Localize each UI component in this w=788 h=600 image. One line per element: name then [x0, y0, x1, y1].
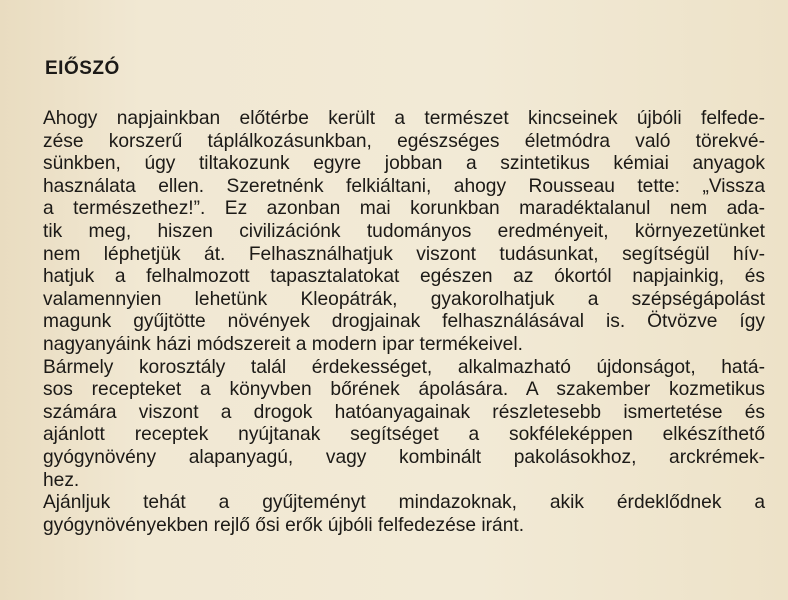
- text-line: tik meg, hiszen civilizációnk tudományos eredményeit, környezetünket: [43, 220, 765, 242]
- text-line: Bármely korosztály talál érdekességet, alkalmazható újdonságot, hatá-: [43, 356, 765, 378]
- text-line: gyógynövény alapanyagú, vagy kombinált pakolásokhoz, arckrémek-: [43, 446, 765, 468]
- text-line: nem léphetjük át. Felhasználhatjuk viszont tudásunkat, segítségül hív-: [43, 243, 765, 265]
- text-line: hatjuk a felhalmozott tapasztalatokat egészen az ókortól napjainkig, és: [43, 266, 765, 288]
- text-line: Ahogy napjainkban előtérbe került a természet kincseinek újbóli felfede-: [43, 108, 765, 129]
- text-line: sos recepteket a könyvben bőrének ápolására. A szakember kozmetikus: [43, 379, 765, 401]
- text-line: sünkben, úgy tiltakozunk egyre jobban a szintetikus kémiai anyagok: [43, 153, 765, 175]
- text-line: gyógynövényekben rejlő ősi erők újbóli felfedezése iránt.: [43, 514, 525, 536]
- text-line: hez.: [43, 469, 80, 491]
- text-line: a természethez!”. Ez azonban mai korunkban maradéktalanul nem ada-: [43, 198, 765, 220]
- text-line: valamennyien lehetünk Kleopátrák, gyakorolhatjuk a szépségápolást: [43, 288, 765, 310]
- text-line: magunk gyűjtötte növények drogjainak felhasználásával is. Ötvözve így: [43, 311, 765, 333]
- text-line: számára viszont a drogok hatóanyagainak részletesebb ismertetése és: [43, 401, 765, 423]
- page-title: EIŐSZÓ: [45, 58, 120, 79]
- text-line: nagyanyáink házi módszereit a modern ipar termékeivel.: [43, 333, 523, 355]
- text-line: Ajánljuk tehát a gyűjteményt mindazoknak, akik érdeklődnek a: [43, 492, 765, 514]
- text-line: használata ellen. Szeretnénk felkiáltani, ahogy Rousseau tette: „Vissza: [43, 175, 765, 197]
- text-line: zése korszerű táplálkozásunkban, egészséges életmódra való törekvé-: [43, 130, 765, 152]
- preface-text: [43, 108, 765, 537]
- text-line: ajánlott receptek nyújtanak segítséget a sokféleképpen elkészíthető: [43, 424, 765, 446]
